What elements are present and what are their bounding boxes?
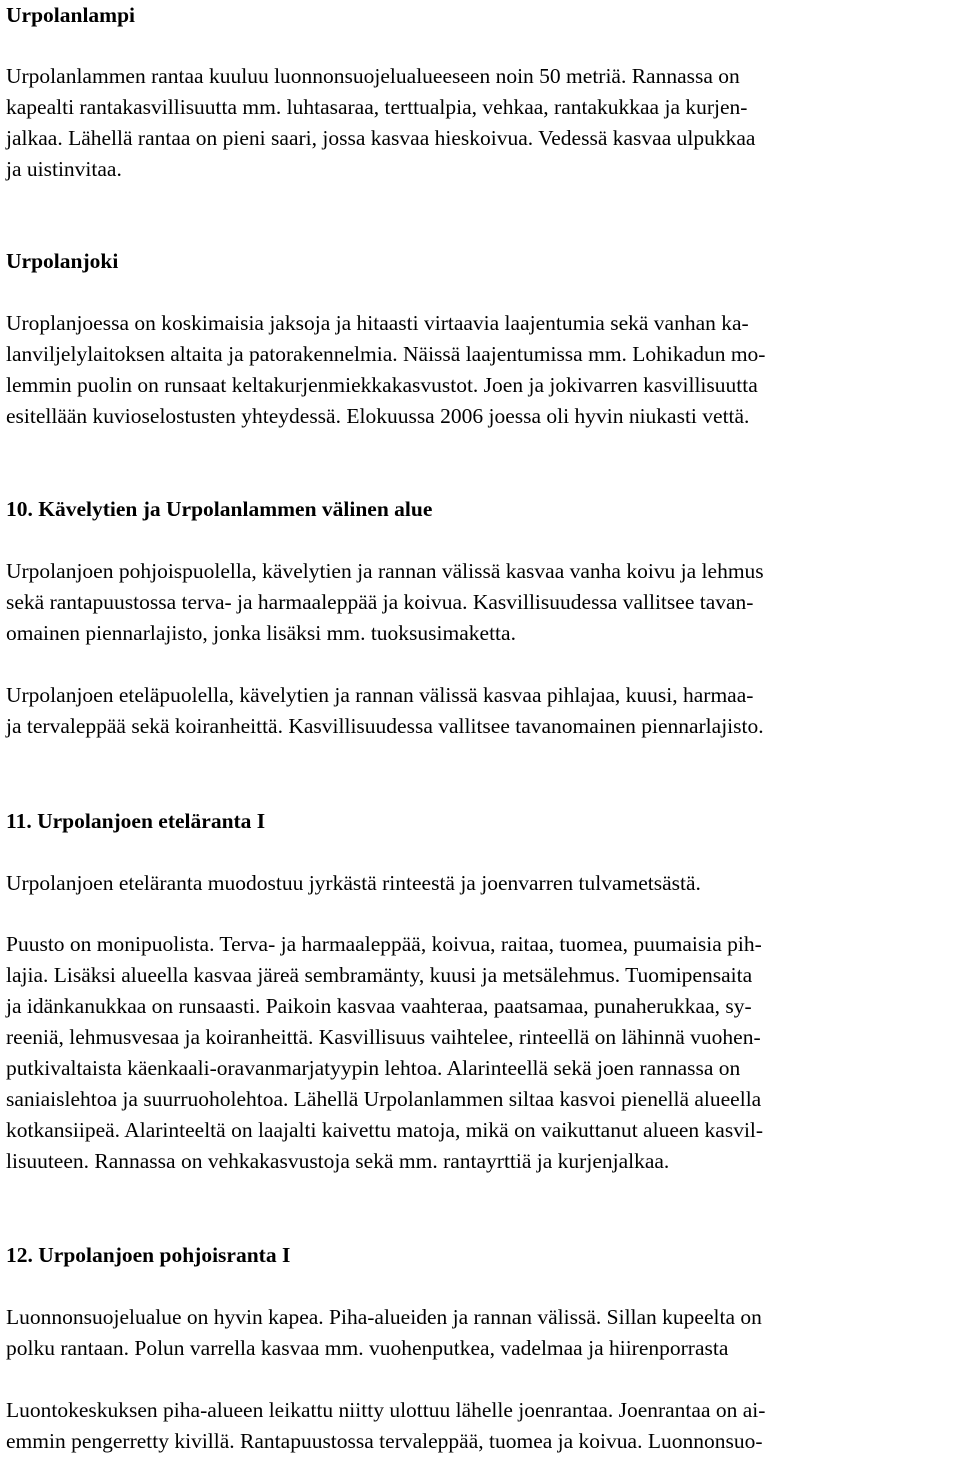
paragraph-line: ja uistinvitaa.	[6, 157, 122, 181]
section-heading-urpolanlampi: Urpolanlampi	[6, 3, 136, 27]
paragraph-line: putkivaltaista käenkaali-oravanmarjatyypin lehtoa. Alarinteellä sekä joen rannassa on	[6, 1056, 741, 1080]
section-heading-12: 12. Urpolanjoen pohjoisranta I	[6, 1243, 291, 1267]
paragraph-line: Urpolanjoen pohjoispuolella, kävelytien ja rannan välissä kasvaa vanha koivu ja lehmus	[6, 559, 764, 583]
paragraph-line: lajia. Lisäksi alueella kasvaa järeä sembramänty, kuusi ja metsälehmus. Tuomipensaita	[6, 963, 753, 987]
paragraph-line: jalkaa. Lähellä rantaa on pieni saari, jossa kasvaa hieskoivua. Vedessä kasvaa ulpukkaa	[6, 126, 756, 150]
paragraph-line: ja idänkanukkaa on runsaasti. Paikoin kasvaa vaahteraa, paatsamaa, punaherukkaa, sy-	[6, 994, 752, 1018]
section-heading-urpolanjoki: Urpolanjoki	[6, 249, 119, 273]
section-heading-10: 10. Kävelytien ja Urpolanlammen välinen alue	[6, 497, 433, 521]
section-heading-11: 11. Urpolanjoen eteläranta I	[6, 809, 266, 833]
paragraph-line: omainen piennarlajisto, jonka lisäksi mm. tuoksusimaketta.	[6, 621, 516, 645]
paragraph-line: lisuuteen. Rannassa on vehkakasvustoja sekä mm. rantayrttiä ja kurjenjalkaa.	[6, 1149, 670, 1173]
paragraph-line: kapealti rantakasvillisuutta mm. luhtasaraa, terttualpia, vehkaa, rantakukkaa ja kurjen-	[6, 95, 748, 119]
paragraph-line: saniaislehtoa ja suurruoholehtoa. Lähellä Urpolanlammen siltaa kasvoi pienellä alueella	[6, 1087, 762, 1111]
paragraph-line: Luontokeskuksen piha-alueen leikattu niitty ulottuu lähelle joenrantaa. Joenrantaa on ai-	[6, 1398, 766, 1422]
paragraph-line: Puusto on monipuolista. Terva- ja harmaaleppää, koivua, raitaa, tuomea, puumaisia pih-	[6, 932, 762, 956]
paragraph-line: reeniä, lehmusvesaa ja koiranheittä. Kasvillisuus vaihtelee, rinteellä on lähinnä vuohen-	[6, 1025, 761, 1049]
paragraph-line: Uroplanjoessa on koskimaisia jaksoja ja hitaasti virtaavia laajentumia sekä vanhan ka-	[6, 311, 749, 335]
paragraph-line: ja tervaleppää sekä koiranheittä. Kasvillisuudessa vallitsee tavanomainen piennarlajisto.	[6, 714, 764, 738]
paragraph-line: Urpolanjoen eteläpuolella, kävelytien ja rannan välissä kasvaa pihlajaa, kuusi, harmaa-	[6, 683, 754, 707]
paragraph-line: sekä rantapuustossa terva- ja harmaaleppää ja koivua. Kasvillisuudessa vallitsee tavan-	[6, 590, 754, 614]
paragraph-line: lemmin puolin on runsaat keltakurjenmiekkakasvustot. Joen ja jokivarren kasvillisuutta	[6, 373, 758, 397]
paragraph-line: polku rantaan. Polun varrella kasvaa mm. vuohenputkea, vadelmaa ja hiirenporrasta	[6, 1336, 729, 1360]
paragraph-line: esitellään kuvioselostusten yhteydessä. Elokuussa 2006 joessa oli hyvin niukasti vettä.	[6, 404, 750, 428]
paragraph-line: Urpolanjoen eteläranta muodostuu jyrkästä rinteestä ja joenvarren tulvametsästä.	[6, 871, 701, 895]
paragraph-line: Urpolanlammen rantaa kuuluu luonnonsuojelualueeseen noin 50 metriä. Rannassa on	[6, 64, 740, 88]
paragraph-line: emmin pengerretty kivillä. Rantapuustossa tervaleppää, tuomea ja koivua. Luonnonsuo-	[6, 1429, 763, 1453]
paragraph-line: kotkansiipeä. Alarinteeltä on laajalti kaivettu matoja, mikä on vaikuttanut alueen kasvil-	[6, 1118, 764, 1142]
paragraph-line: Luonnonsuojelualue on hyvin kapea. Piha-alueiden ja rannan välissä. Sillan kupeelta on	[6, 1305, 762, 1329]
paragraph-line: lanviljelylaitoksen altaita ja patorakennelmia. Näissä laajentumissa mm. Lohikadun mo-	[6, 342, 766, 366]
